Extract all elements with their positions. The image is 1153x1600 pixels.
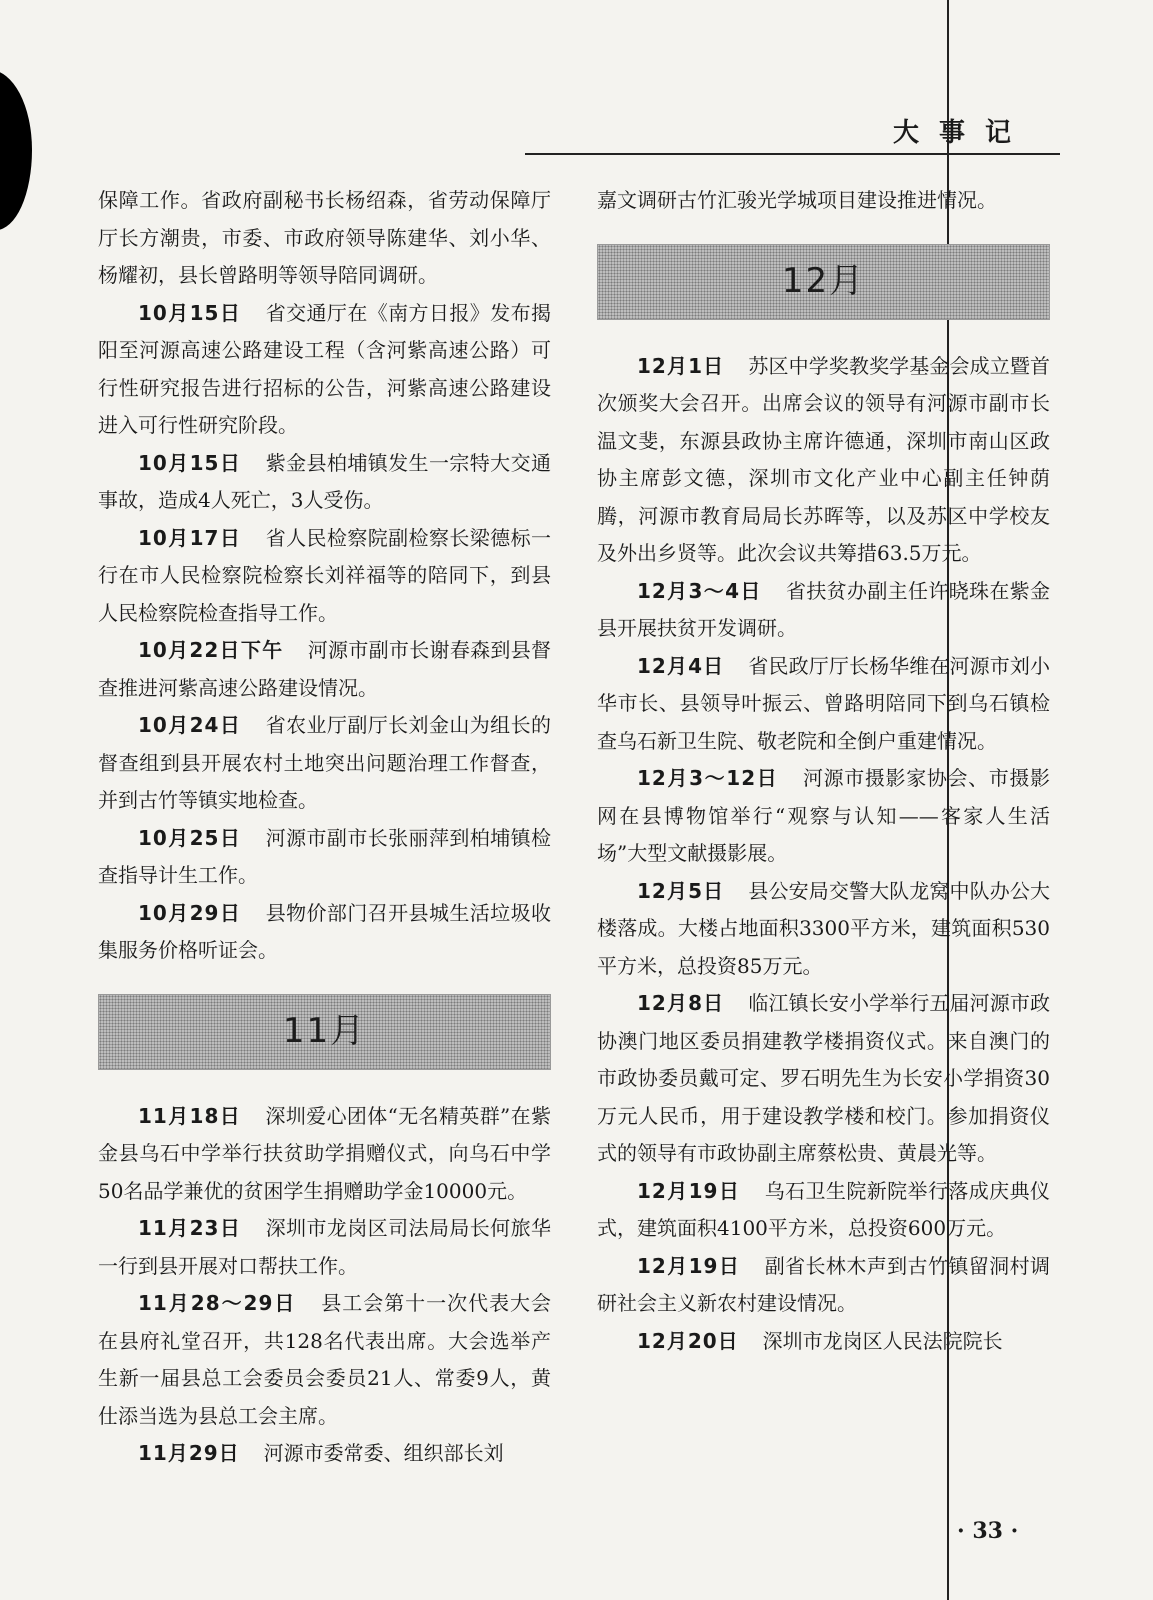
- entry: [98, 445, 551, 520]
- section-title: 大事记: [893, 118, 1032, 148]
- entry-text: 河源市委常委、组织部长刘: [263, 1441, 504, 1465]
- entry: [597, 348, 1050, 573]
- entry-date: 12月20日: [637, 1328, 739, 1353]
- entry-date: 10月15日: [138, 450, 242, 475]
- entry-text: 深圳爱心团体“无名精英群”在紫金县乌石中学举行扶贫助学捐赠仪式，向乌石中学50名品学兼优的贫困学生捐赠助学金10000元。: [98, 1103, 552, 1203]
- entry-date: 11月29日: [138, 1441, 240, 1465]
- entry-text: 河源市副市长张丽萍到柏埔镇检查指导计生工作。: [98, 825, 551, 887]
- entry-date: 12月8日: [637, 991, 725, 1015]
- entry-date: 10月17日: [138, 525, 242, 550]
- right-column: [597, 182, 1050, 1360]
- entry: [597, 985, 1050, 1173]
- entry-date: 10月29日: [138, 900, 242, 925]
- entry-date: 10月25日: [138, 825, 242, 850]
- entry: [98, 632, 551, 707]
- left-column: [98, 182, 551, 1473]
- entry: [597, 573, 1050, 648]
- entry: [597, 873, 1050, 986]
- continued-paragraph: 保障工作。省政府副秘书长杨绍森，省劳动保障厅厅长方潮贵，市委、市政府领导陈建华、刘小华、杨耀初，县长曾路明等领导陪同调研。: [98, 188, 551, 287]
- entry: [597, 648, 1050, 761]
- entry-text: 省民政厅厅长杨华维在河源市刘小华市长、县领导叶振云、曾路明陪同下到乌石镇检查乌石新卫生院、敬老院和全倒户重建情况。: [597, 653, 1051, 753]
- entry: [597, 1323, 1050, 1361]
- entry-text: 苏区中学奖教奖学基金会成立暨首次颁奖大会召开。出席会议的领导有河源市副市长温文斐，东源县政协主席许德通，深圳市南山区政协主席彭文德，深圳市文化产业中心副主任钟荫腾，河源市教育局局长苏晖等，以及苏区中学校友及外出乡贤等。此次会议共筹措63.5万元。: [597, 353, 1051, 565]
- entry-date: 10月15日: [138, 300, 242, 325]
- header-rule: [525, 153, 1060, 155]
- entry: [98, 295, 551, 445]
- entry-text: 省人民检察院副检察长梁德标一行在市人民检察院检察长刘祥福等的陪同下，到县人民检察院检查指导工作。: [98, 525, 551, 625]
- entry-text: 县工会第十一次代表大会在县府礼堂召开，共128名代表出席。大会选举产生新一届县总工会委员会委员21人、常委9人，黄仕添当选为县总工会主席。: [98, 1291, 552, 1428]
- entry-text: 乌石卫生院新院举行落成庆典仪式，建筑面积4100平方米，总投资600万元。: [597, 1178, 1050, 1240]
- entry: [98, 895, 551, 970]
- entry-date: 10月22日下午: [138, 638, 284, 662]
- entry-date: 10月24日: [138, 713, 242, 737]
- entry-text: 县物价部门召开县城生活垃圾收集服务价格听证会。: [98, 900, 551, 962]
- entry-text: 县公安局交警大队龙窝中队办公大楼落成。大楼占地面积3300平方米，建筑面积530平方米，总投资85万元。: [597, 878, 1051, 978]
- entry-date: 12月19日: [637, 1253, 741, 1278]
- entry: [597, 760, 1050, 873]
- entry: [98, 1210, 551, 1285]
- entry: [597, 1248, 1050, 1323]
- entry-text: 临江镇长安小学举行五届河源市政协澳门地区委员捐建教学楼捐资仪式。来自澳门的市政协委员戴可定、罗石明先生为长安小学捐资30万元人民币，用于建设教学楼和校门。参加捐资仪式的领导有市政协副主席蔡松贵、黄晨光等。: [597, 991, 1051, 1165]
- entry-date: 12月19日: [637, 1178, 741, 1203]
- entry-text: 河源市摄影家协会、市摄影网在县博物馆举行“观察与认知——客家人生活场”大型文献摄影展。: [597, 766, 1050, 865]
- entry-date: 12月3～12日: [637, 766, 779, 790]
- entry-text: 紫金县柏埔镇发生一宗特大交通事故，造成4人死亡，3人受伤。: [98, 450, 551, 512]
- page-number: · 33 ·: [957, 1518, 1019, 1544]
- entry-date: 12月4日: [637, 653, 725, 678]
- entry-text: 省农业厅副厅长刘金山为组长的督查组到县开展农村土地突出问题治理工作督查，并到古竹等镇实地检查。: [98, 713, 551, 812]
- entry-date: 12月5日: [637, 878, 725, 903]
- entry-date: 11月28～29日: [138, 1291, 297, 1315]
- entry: [98, 1435, 551, 1473]
- entry-text: 深圳市龙岗区人民法院院长: [762, 1328, 1003, 1353]
- entry-text: 深圳市龙岗区司法局局长何旅华一行到县开展对口帮扶工作。: [98, 1216, 551, 1278]
- entry-date: 11月23日: [138, 1216, 242, 1240]
- entry-text: 河源市副市长谢春森到县督查推进河紫高速公路建设情况。: [98, 638, 552, 700]
- entry: [98, 820, 551, 895]
- entry-date: 12月1日: [637, 353, 725, 378]
- entry-text: 省扶贫办副主任许晓珠在紫金县开展扶贫开发调研。: [597, 578, 1051, 640]
- month-heading-nov: 11月: [98, 994, 551, 1070]
- entry: [98, 707, 551, 820]
- entry: [98, 1098, 551, 1211]
- entry: [98, 1285, 551, 1435]
- entry-text: 省交通厅在《南方日报》发布揭阳至河源高速公路建设工程（含河紫高速公路）可行性研究报告进行招标的公告，河紫高速公路建设进入可行性研究阶段。: [98, 300, 551, 437]
- entry-date: 12月3～4日: [637, 578, 762, 603]
- entry: [597, 1173, 1050, 1248]
- entry: [98, 520, 551, 633]
- entry-date: 11月18日: [138, 1103, 242, 1128]
- scan-ink-blot: [0, 70, 32, 230]
- month-heading-dec: 12月: [597, 244, 1050, 320]
- entry-text: 副省长林木声到古竹镇留洞村调研社会主义新农村建设情况。: [597, 1253, 1050, 1315]
- continued-paragraph: 嘉文调研古竹汇骏光学城项目建设推进情况。: [597, 188, 997, 212]
